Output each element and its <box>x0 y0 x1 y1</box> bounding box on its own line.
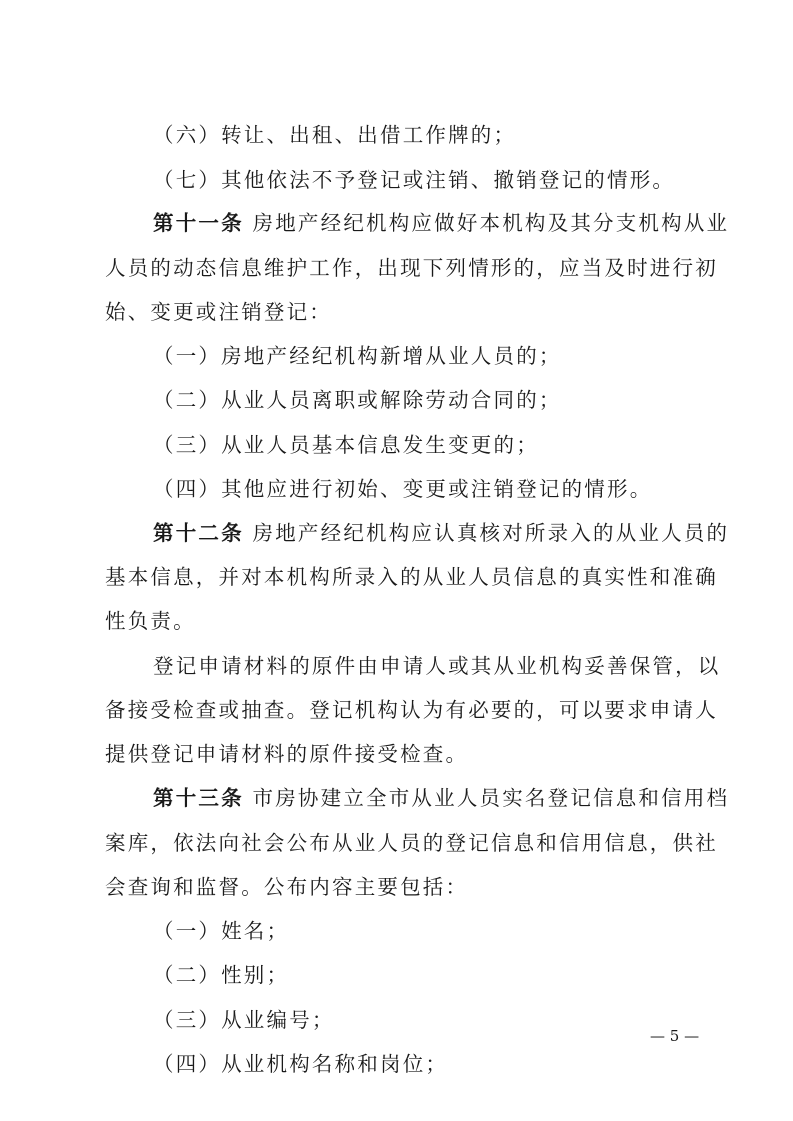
article-12-para-2-line-3 <box>105 742 705 766</box>
line-text: 房地产经纪机构应做好本机构及其分支机构从业 <box>243 211 730 235</box>
clause-7-line <box>153 168 753 192</box>
line-text: 人员的动态信息维护工作，出现下列情形的，应当及时进行初 <box>105 256 718 280</box>
article-12-title: 第十二条 <box>153 521 244 545</box>
line-text: 市房协建立全市从业人员实名登记信息和信用档 <box>243 786 730 810</box>
article-13-item-2 <box>153 963 753 987</box>
article-11-item-4 <box>153 477 753 501</box>
article-13-line-3 <box>105 875 705 899</box>
line-text: （四）其他应进行初始、变更或注销登记的情形。 <box>153 477 653 501</box>
line-text: （四）从业机构名称和岗位； <box>153 1052 449 1076</box>
article-11-line-2 <box>105 256 718 280</box>
line-text: （一）姓名； <box>153 919 290 943</box>
line-text: 始、变更或注销登记： <box>105 300 332 324</box>
line-text: 备接受检查或抽查。登记机构认为有必要的，可以要求申请人 <box>105 698 718 722</box>
line-text: （二）性别； <box>153 963 290 987</box>
line-text: 会查询和监督。公布内容主要包括： <box>105 875 469 899</box>
line-text: 房地产经纪机构应认真核对所录入的从业人员的 <box>243 521 730 545</box>
line-text: 性负责。 <box>105 609 196 633</box>
line-text: （七）其他依法不予登记或注销、撤销登记的情形。 <box>153 168 676 192</box>
line-text: （六）转让、出租、出借工作牌的； <box>153 123 517 147</box>
line-text: 提供登记申请材料的原件接受检查。 <box>105 742 469 766</box>
line-text: （一）房地产经纪机构新增从业人员的； <box>153 344 562 368</box>
article-11-title: 第十一条 <box>153 211 244 235</box>
article-12-line-2 <box>105 565 718 589</box>
line-text: 基本信息，并对本机构所录入的从业人员信息的真实性和准确 <box>105 565 718 589</box>
article-11-item-1 <box>153 344 753 368</box>
article-13-item-4 <box>153 1052 753 1076</box>
line-text: 案库，依法向社会公布从业人员的登记信息和信用信息，供社 <box>105 831 718 855</box>
article-11-item-3 <box>153 433 753 457</box>
article-12-para-2-line-2 <box>105 698 718 722</box>
article-13-title: 第十三条 <box>153 786 244 810</box>
line-text: （三）从业人员基本信息发生变更的； <box>153 433 539 457</box>
article-12-heading-line <box>153 521 753 545</box>
article-11-item-2 <box>153 388 753 412</box>
line-text: （二）从业人员离职或解除劳动合同的； <box>153 388 562 412</box>
article-13-item-1 <box>153 919 753 943</box>
page-number: — 5 — <box>650 1027 700 1045</box>
article-12-para-2-line-1 <box>153 654 753 678</box>
clause-6-line <box>153 123 753 147</box>
article-11-heading-line <box>153 211 753 235</box>
line-text: 登记申请材料的原件由申请人或其从业机构妥善保管，以 <box>153 654 721 678</box>
line-text: （三）从业编号； <box>153 1008 335 1032</box>
article-12-line-3 <box>105 609 705 633</box>
article-13-line-2 <box>105 831 718 855</box>
article-11-line-3 <box>105 300 705 324</box>
article-13-heading-line <box>153 786 753 810</box>
